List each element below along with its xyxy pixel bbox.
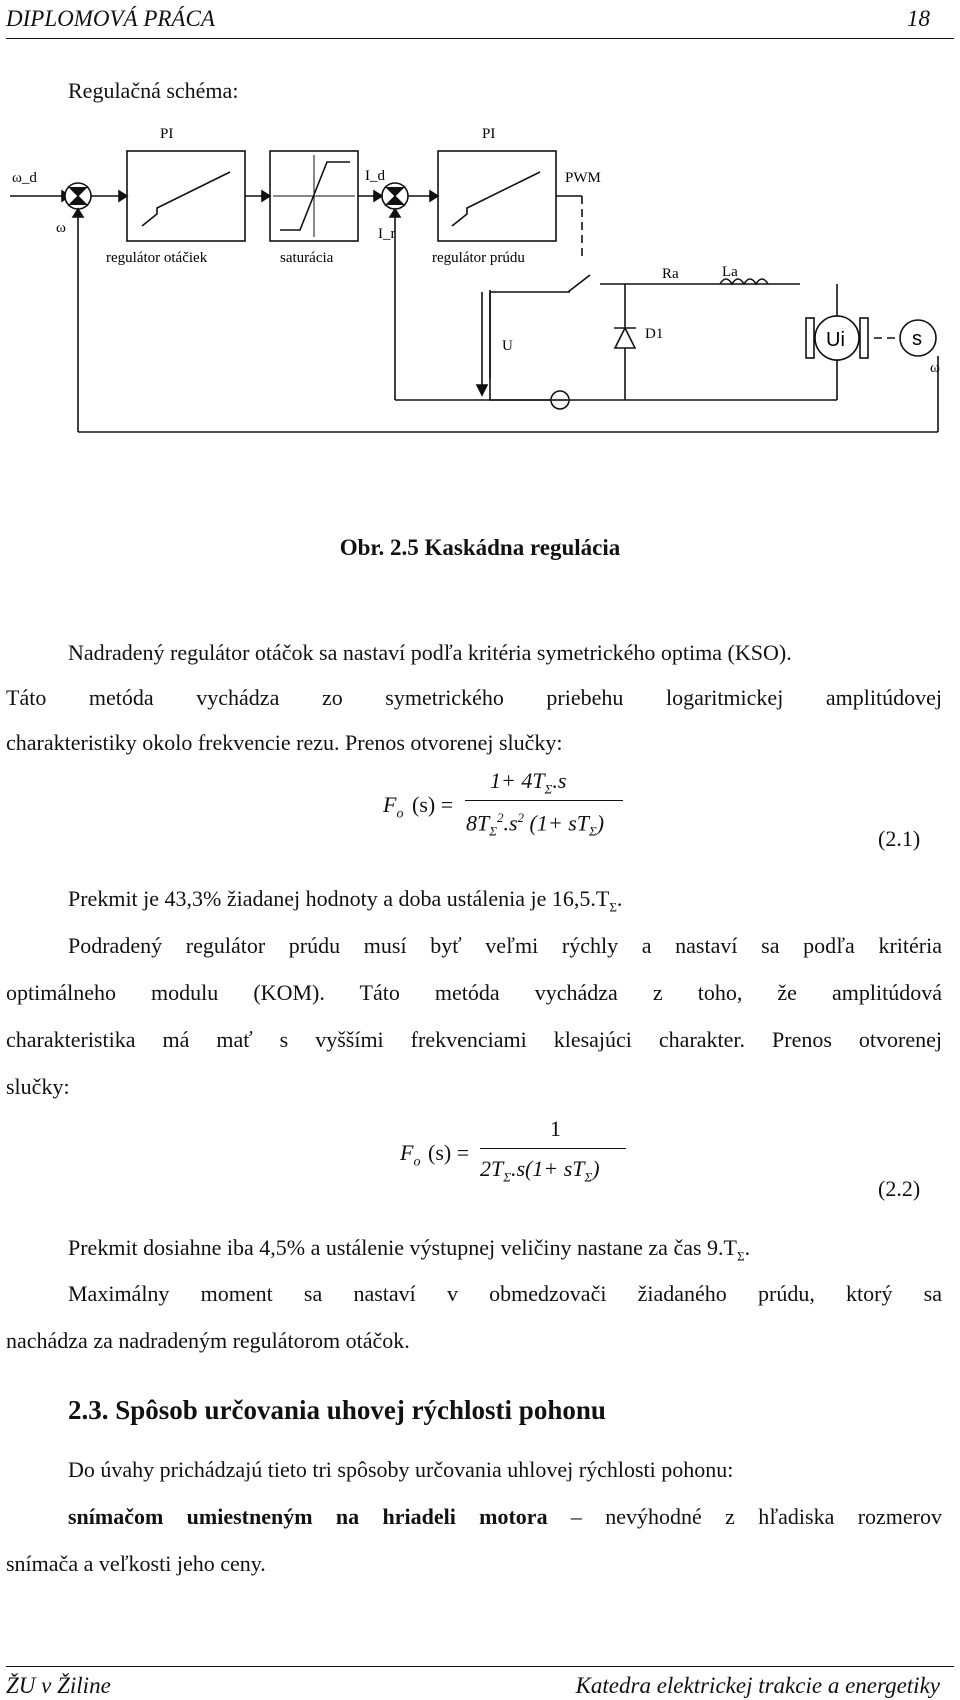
pi1-label: PI	[160, 126, 174, 142]
para2-line4: slučky:	[6, 1074, 70, 1099]
saturation-label: saturácia	[280, 250, 334, 266]
eq2-lhs: $F_o$	[400, 1140, 421, 1170]
diagram-label: Regulačná schéma:	[68, 78, 239, 103]
ir-label: I_r	[378, 226, 396, 242]
figure-caption: Obr. 2.5 Kaskádna regulácia	[339, 535, 621, 560]
omega-label: ω	[56, 220, 66, 236]
eq1-fraction-bar	[465, 800, 623, 801]
current-regulator-label: regulátor prúdu	[432, 250, 525, 266]
eq1-denominator: $8T_\Sigma^2.s^2$ $(1+ sT_\Sigma)$	[466, 810, 605, 839]
eq2-number: (2.2)	[878, 1176, 921, 1201]
para2-line1: Podradený regulátor prúdu musí byť veľmi rýchly a nastaví sa podľa kritéria	[68, 933, 942, 958]
eq2-numerator: 1	[550, 1116, 561, 1141]
para1-line3: charakteristiky okolo frekvencie rezu. Prenos otvorenej slučky:	[6, 730, 563, 755]
sensor-s-label: s	[912, 328, 922, 350]
header-rule	[6, 38, 954, 39]
speed-regulator-label: regulátor otáčiek	[106, 250, 208, 266]
footer-right: Katedra elektrickej trakcie a energetiky	[575, 1673, 940, 1698]
eq1-lhs: $F_o$	[383, 792, 404, 822]
equation-2-1	[380, 770, 680, 850]
para1-line1: Nadradený regulátor otáčok sa nastaví podľa kritéria symetrického optima (KSO).	[68, 640, 792, 665]
footer-rule	[6, 1666, 954, 1667]
para5-bold: snímačom umiestneným na hriadeli motora	[68, 1504, 548, 1529]
pi2-label: PI	[482, 126, 496, 142]
overshoot-line-1: Prekmit je 43,3% žiadanej hodnoty a doba ustálenia je $16,5.T_\Sigma$.	[68, 886, 623, 915]
u-label: U	[502, 338, 513, 354]
pwm-label: PWM	[565, 170, 601, 186]
para5-line1: snímačom umiestneným na hriadeli motora – nevýhodné z hľadiska rozmerov	[68, 1504, 943, 1529]
equation-2-2	[400, 1118, 660, 1198]
id-label: I_d	[365, 168, 385, 184]
ra-label: Ra	[662, 266, 679, 282]
running-header-title: DIPLOMOVÁ PRÁCA	[6, 6, 215, 31]
para3-line1: Maximálny moment sa nastaví v obmedzovači žiadaného prúdu, ktorý sa	[68, 1281, 942, 1306]
para1-line2: Táto metóda vychádza zo symetrického priebehu logaritmickej amplitúdovej	[6, 685, 942, 710]
section-heading: 2.3. Spôsob určovania uhovej rýchlosti pohonu	[68, 1395, 606, 1425]
footer-left: ŽU v Žiline	[6, 1673, 111, 1698]
omega-d-label: ω_d	[12, 170, 37, 186]
overshoot-line-2: Prekmit dosiahne iba 4,5% a ustálenie výstupnej veličiny nastane za čas $9.T_\Sigma$.	[68, 1235, 751, 1264]
para2-line2: optimálneho modulu (KOM). Táto metóda vychádza z toho, že amplitúdová	[6, 980, 942, 1005]
cascade-control-diagram	[0, 110, 960, 530]
omega-out-label: ω	[930, 360, 940, 376]
la-label: La	[722, 264, 738, 280]
d1-label: D1	[645, 326, 664, 342]
eq1-lhs-arg: (s) =	[412, 792, 454, 817]
para4: Do úvahy prichádzajú tieto tri spôsoby určovania uhlovej rýchlosti pohonu:	[68, 1457, 734, 1482]
eq1-numerator: $1+ 4T_\Sigma.s$	[490, 768, 567, 797]
page-number: 18	[907, 6, 930, 31]
eq2-denominator: $2T_\Sigma.s(1+ sT_\Sigma)$	[480, 1156, 600, 1185]
eq1-number: (2.1)	[878, 826, 921, 851]
eq2-fraction-bar	[480, 1148, 626, 1149]
para5-line2: snímača a veľkosti jeho ceny.	[6, 1551, 266, 1576]
para2-line3: charakteristika má mať s vyššími frekvenciami klesajúci charakter. Prenos otvorenej	[6, 1027, 942, 1052]
para3-line2: nachádza za nadradeným regulátorom otáčok.	[6, 1328, 410, 1353]
ui-label: Ui	[826, 329, 845, 351]
eq2-lhs-arg: (s) =	[428, 1140, 470, 1165]
